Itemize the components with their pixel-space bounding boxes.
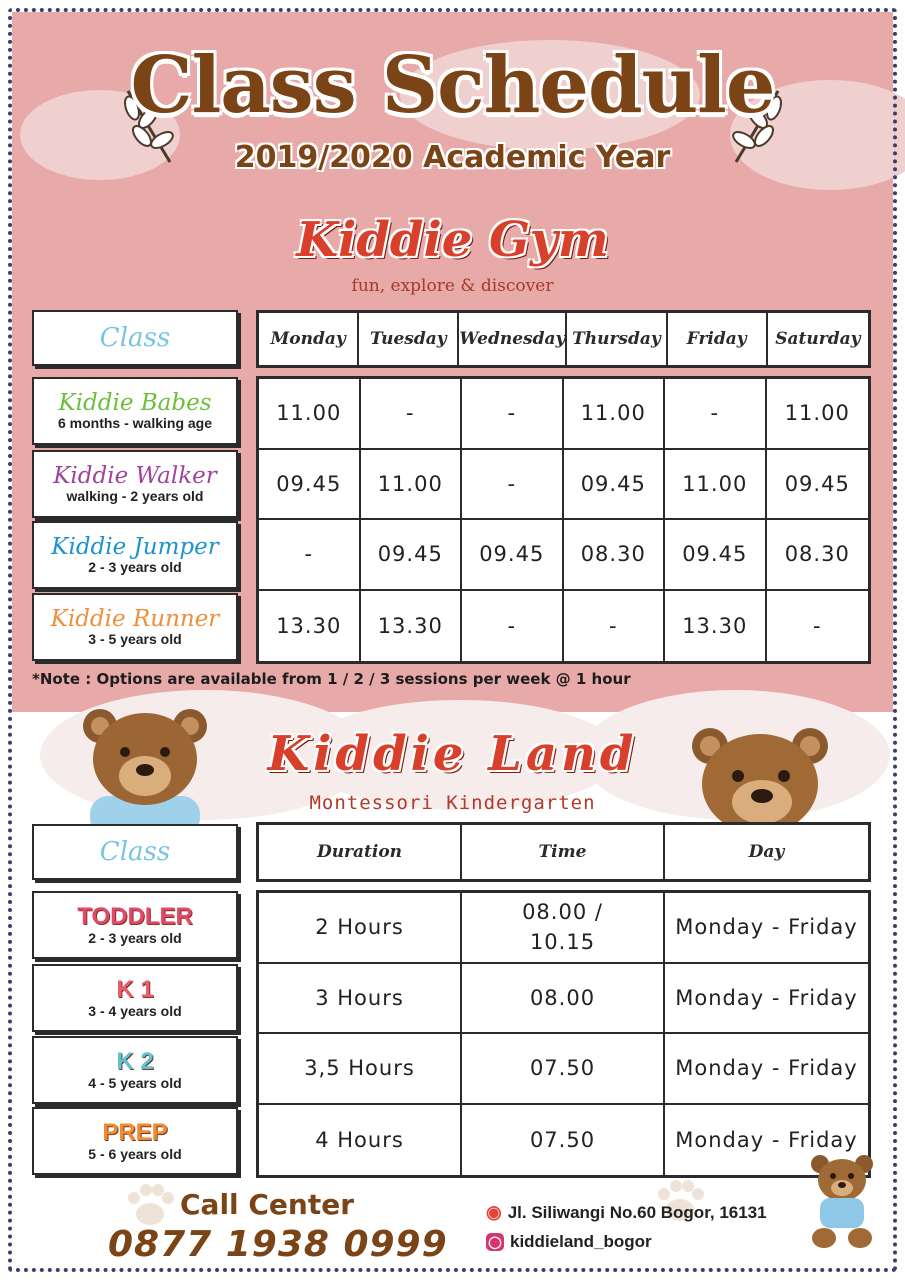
schedule-cell: 09.45	[767, 450, 869, 521]
kiddie-gym-logo: Kiddie Gym	[296, 212, 609, 268]
class-age: 2 - 3 years old	[88, 559, 182, 575]
gym-class-cell	[32, 521, 238, 589]
class-age: 3 - 5 years old	[88, 631, 182, 647]
schedule-cell: -	[462, 379, 564, 450]
schedule-cell: 08.30	[564, 520, 666, 591]
schedule-cell: 13.30	[361, 591, 463, 662]
instagram-handle[interactable]	[486, 1232, 652, 1252]
address	[486, 1202, 767, 1223]
paw-print-icon	[120, 1180, 180, 1230]
schedule-cell: 13.30	[665, 591, 767, 662]
kiddie-gym-tagline: fun, explore & discover	[351, 276, 554, 296]
schedule-cell: 11.00	[564, 379, 666, 450]
page-title: Class Schedule	[130, 40, 775, 131]
gym-schedule-table	[256, 376, 871, 664]
schedule-cell: -	[462, 450, 564, 521]
day-cell: Monday - Friday	[665, 1034, 868, 1105]
schedule-cell: 13.30	[259, 591, 361, 662]
class-age: 4 - 5 years old	[88, 1075, 182, 1091]
location-pin-icon: ◉	[486, 1202, 502, 1222]
class-name: TODDLER	[77, 903, 193, 930]
class-name: K 1	[116, 976, 154, 1003]
day-header: Wednesday	[459, 313, 567, 365]
class-age: 2 - 3 years old	[88, 930, 182, 946]
schedule-cell: 09.45	[462, 520, 564, 591]
class-name: PREP	[102, 1119, 168, 1146]
duration-cell: 4 Hours	[259, 1105, 462, 1176]
duration-cell: 3,5 Hours	[259, 1034, 462, 1105]
instagram-icon: ◯	[486, 1233, 504, 1251]
duration-cell: 2 Hours	[259, 893, 462, 964]
instagram-text: kiddieland_bogor	[510, 1232, 652, 1251]
land-class-cell	[32, 964, 238, 1032]
teddy-bear-icon	[806, 1152, 878, 1252]
day-cell: Monday - Friday	[665, 893, 868, 964]
column-header: Duration	[259, 825, 462, 879]
call-center-phone[interactable]: 0877 1938 0999	[108, 1224, 448, 1265]
class-name: K 2	[116, 1048, 154, 1075]
gym-class-cell	[32, 377, 238, 445]
kiddie-land-logo: Kiddie Land	[267, 726, 638, 782]
page-subtitle: 2019/2020 Academic Year	[234, 140, 671, 175]
schedule-cell: 09.45	[564, 450, 666, 521]
time-cell: 08.00	[462, 964, 665, 1035]
kiddie-land-tagline: Montessori Kindergarten	[309, 792, 596, 814]
column-header: Time	[462, 825, 665, 879]
schedule-cell: -	[462, 591, 564, 662]
day-header: Tuesday	[359, 313, 459, 365]
class-age: 6 months - walking age	[57, 415, 213, 431]
day-header: Friday	[668, 313, 768, 365]
day-header: Saturday	[775, 329, 861, 349]
schedule-cell: -	[812, 613, 822, 638]
schedule-cell: -	[665, 379, 767, 450]
schedule-cell: 09.45	[259, 450, 361, 521]
column-header: Day	[748, 842, 785, 862]
time-cell: 08.00 / 10.15	[462, 893, 665, 964]
land-column-header	[256, 822, 871, 882]
gym-class-cell	[32, 450, 238, 518]
schedule-cell: -	[564, 591, 666, 662]
class-age: walking - 2 years old	[66, 488, 204, 504]
gym-class-header: Class	[32, 310, 238, 366]
schedule-cell: -	[361, 379, 463, 450]
time-cell: 07.50	[462, 1034, 665, 1105]
land-class-header: Class	[32, 824, 238, 880]
class-name: Kiddie Runner	[50, 606, 220, 632]
class-name: Kiddie Walker	[53, 463, 217, 489]
class-age: 5 - 6 years old	[88, 1146, 182, 1162]
call-center-label: Call Center	[180, 1188, 355, 1221]
address-text: Jl. Siliwangi No.60 Bogor, 16131	[507, 1202, 767, 1222]
land-class-cell	[32, 1107, 238, 1175]
class-age: 3 - 4 years old	[88, 1003, 182, 1019]
land-class-cell	[32, 1036, 238, 1104]
schedule-cell: 08.30	[767, 520, 869, 591]
schedule-cell: 09.45	[665, 520, 767, 591]
schedule-cell: 09.45	[361, 520, 463, 591]
schedule-cell: -	[259, 520, 361, 591]
schedule-cell: 11.00	[767, 379, 869, 450]
schedule-cell: 11.00	[665, 450, 767, 521]
class-name: Kiddie Babes	[58, 390, 212, 416]
gym-class-cell	[32, 593, 238, 661]
time-cell: 07.50	[462, 1105, 665, 1176]
land-class-cell	[32, 891, 238, 959]
day-header: Thursday	[567, 313, 667, 365]
gym-day-header	[256, 310, 871, 368]
schedule-cell: 11.00	[259, 379, 361, 450]
land-schedule-table	[256, 890, 871, 1178]
sessions-note: *Note : Options are available from 1 / 2 / 3 sessions per week @ 1 hour	[32, 670, 631, 688]
day-cell: Monday - Friday	[665, 964, 868, 1035]
schedule-cell: 11.00	[361, 450, 463, 521]
day-cell: Monday - Friday	[675, 1127, 858, 1152]
duration-cell: 3 Hours	[259, 964, 462, 1035]
class-name: Kiddie Jumper	[51, 534, 219, 560]
day-header: Monday	[259, 313, 359, 365]
